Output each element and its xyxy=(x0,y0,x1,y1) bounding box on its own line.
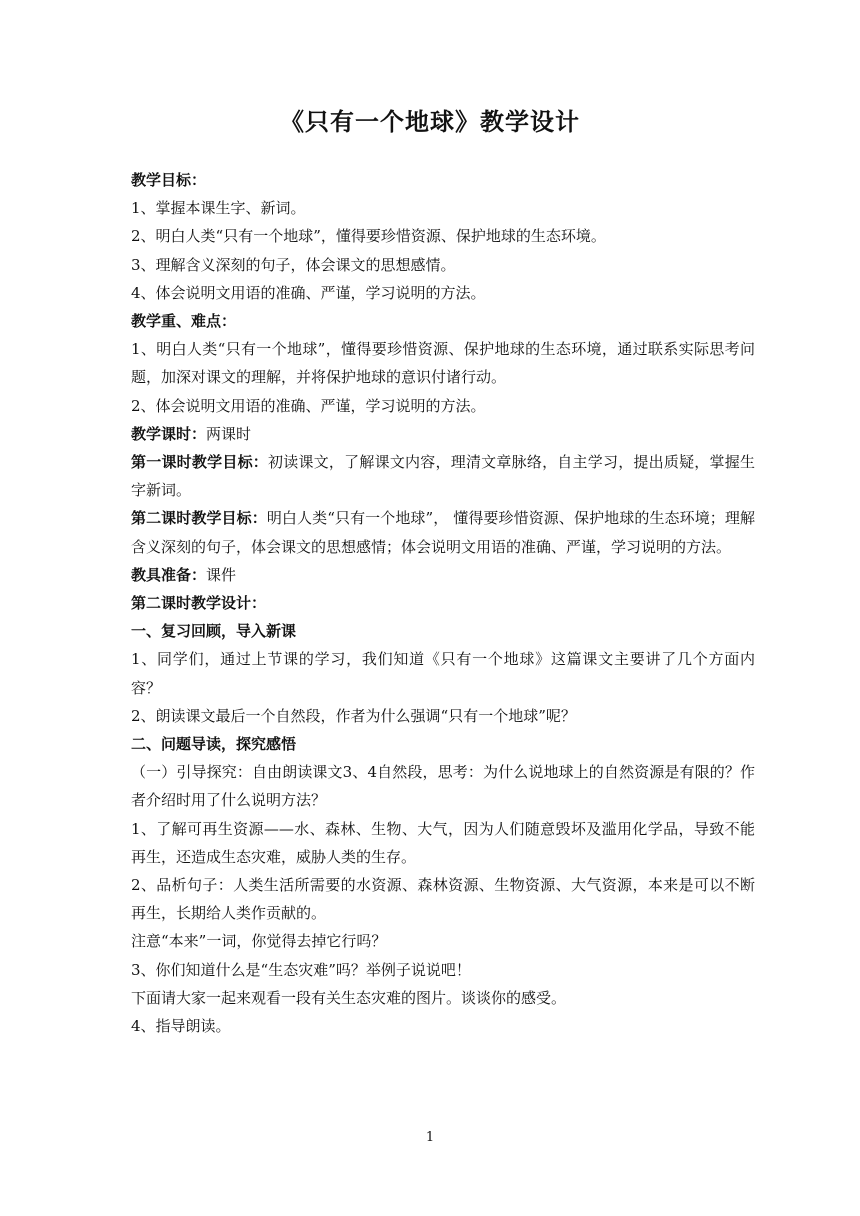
class-hours xyxy=(131,420,755,448)
key-points-heading: 教学重、难点： xyxy=(131,312,237,331)
first-lesson-goals xyxy=(131,448,755,504)
section-1-item: 2、朗读课文最后一个自然段，作者为什么强调“只有一个地球”呢？ xyxy=(131,706,576,725)
document-title: 《只有一个地球》教学设计 xyxy=(280,108,580,136)
goal-item: 4、体会说明文用语的准确、严谨，学习说明的方法。 xyxy=(131,283,486,302)
key-point-item: 1、明白人类“只有一个地球”，懂得要珍惜资源、保护地球的生态环境，通过联系实际思考问题，加深对课文的理解，并将保护地球的意识付诸行动。 xyxy=(131,340,755,387)
class-hours-value: 两课时 xyxy=(206,424,252,443)
section-2-item: 3、你们知道什么是“生态灾难”吗？举例子说说吧！ xyxy=(131,960,471,979)
section-1-item: 1、同学们，通过上节课的学习，我们知道《只有一个地球》这篇课文主要讲了几个方面内容？ xyxy=(131,650,755,697)
section-2-item: 注意“本来”一词，你觉得去掉它行吗？ xyxy=(131,932,387,951)
teaching-tools-value: 课件 xyxy=(206,565,237,584)
second-lesson-goals xyxy=(131,504,755,560)
section-2-item: 1、了解可再生资源——水、森林、生物、大气，因为人们随意毁坏及滥用化学品，导致不能再生，还造成生态灾难，威胁人类的生存。 xyxy=(131,819,755,866)
page-number: 1 xyxy=(425,1130,435,1145)
design-heading: 第二课时教学设计： xyxy=(131,594,267,613)
section-2-item: 下面请大家一起来观看一段有关生态灾难的图片。谈谈你的感受。 xyxy=(131,988,567,1007)
goal-item: 1、掌握本课生字、新词。 xyxy=(131,199,306,218)
section-2-item: 4、指导朗读。 xyxy=(131,1017,231,1036)
first-lesson-label: 第一课时教学目标： xyxy=(131,453,269,472)
section-1-heading: 一、复习回顾，导入新课 xyxy=(131,622,297,641)
class-hours-label: 教学课时： xyxy=(131,424,207,443)
first-lesson-value: 初读课文，了解课文内容，理清文章脉络，自主学习，提出质疑，掌握生字新词。 xyxy=(131,453,755,500)
second-lesson-label: 第二课时教学目标： xyxy=(131,509,267,528)
goal-item: 2、明白人类“只有一个地球”，懂得要珍惜资源、保护地球的生态环境。 xyxy=(131,227,606,246)
section-2-heading: 二、问题导读，探究感悟 xyxy=(131,735,297,754)
goal-item: 3、理解含义深刻的句子，体会课文的思想感情。 xyxy=(131,255,456,274)
teaching-tools xyxy=(131,561,755,589)
teaching-tools-label: 教具准备： xyxy=(131,565,207,584)
goals-heading: 教学目标： xyxy=(131,171,207,189)
key-point-item: 2、体会说明文用语的准确、严谨，学习说明的方法。 xyxy=(131,396,486,415)
section-2-item: （一）引导探究：自由朗读课文3、4自然段，思考：为什么说地球上的自然资源是有限的？作者介绍时用了什么说明方法？ xyxy=(131,763,755,810)
section-2-item: 2、品析句子：人类生活所需要的水资源、森林资源、生物资源、大气资源，本来是可以不断再生，长期给人类作贡献的。 xyxy=(131,876,755,923)
second-lesson-value: 明白人类“只有一个地球”， 懂得要珍惜资源、保护地球的生态环境；理解含义深刻的句子，体会课文的思想感情；体会说明文用语的准确、严谨，学习说明的方法。 xyxy=(131,509,755,556)
document-body xyxy=(131,166,755,1040)
